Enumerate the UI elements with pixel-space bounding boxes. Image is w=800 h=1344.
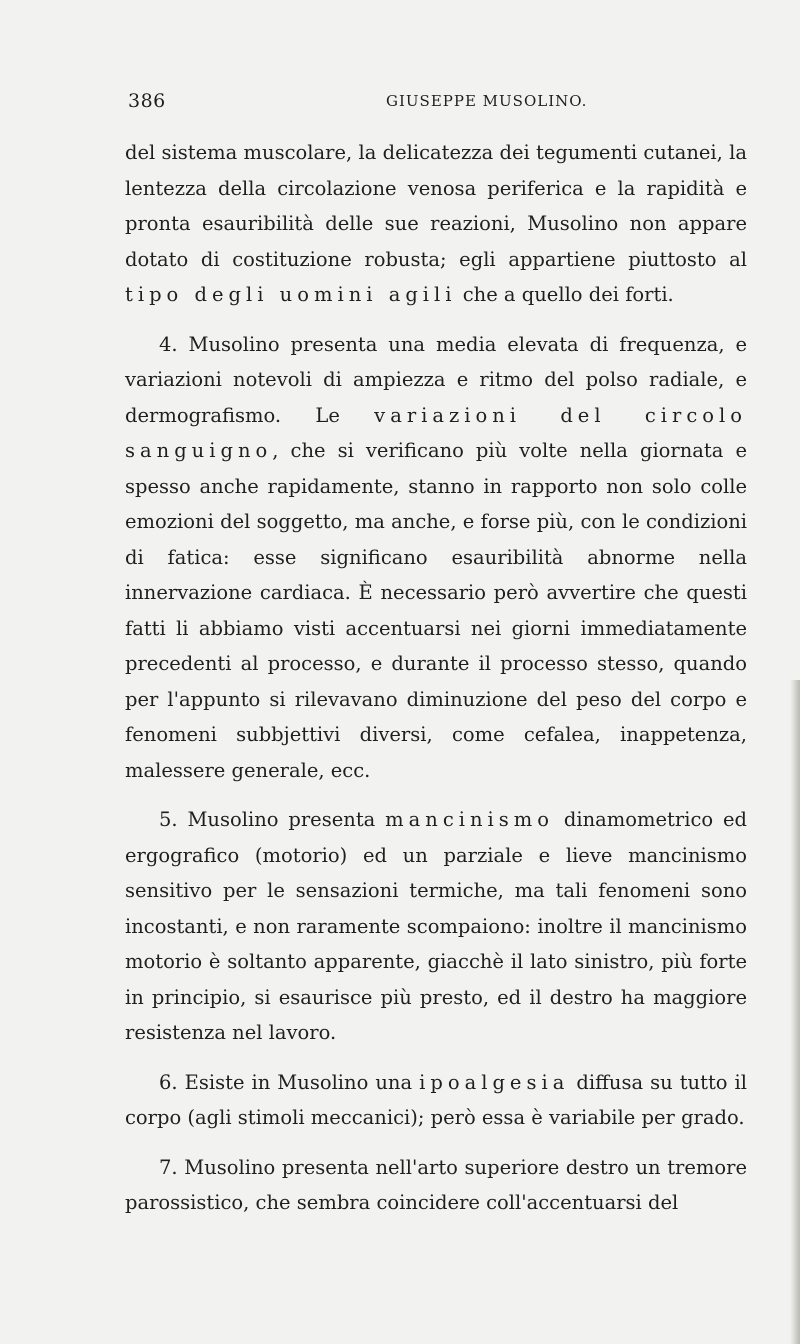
text-run: 5. Musolino presenta <box>159 808 386 831</box>
spaced-emphasis: mancinismo <box>385 808 555 831</box>
text-run: 7. Musolino presenta nell'arto superiore destro un tremore parossistico, che sembra coincidere coll'accentuarsi del <box>125 1155 747 1214</box>
spaced-emphasis: tipo degli uomini agili <box>125 283 457 306</box>
text-run: 4. Musolino presenta una media elevata di frequenza, e variazioni notevoli di ampiezza e ritmo del polso radiale, e dermografismo. Le <box>125 332 747 427</box>
paragraph-7 <box>125 1150 747 1221</box>
paragraph-6 <box>125 1065 747 1136</box>
text-run: del sistema muscolare, la delicatezza dei tegumenti cutanei, la lentezza della circolazione venosa periferica e la rapidità e pronta esauribilità delle sue reazioni, Musolino non appare dotato di costituzione robusta; egli appartiene piuttosto al <box>125 141 747 271</box>
spaced-emphasis: variazioni del circolo sanguigno <box>125 403 747 462</box>
page-edge-shadow <box>790 680 800 1344</box>
paragraph-continuation <box>125 135 747 313</box>
text-run: , che si verificano più volte nella giornata e spesso anche rapidamente, stanno in rapporto non solo colle emozioni del soggetto, ma anche, e forse più, con le condizioni di fatica: esse significano esauribilità abnorme nella innervazione cardiaca. È necessario però avvertire che questi fatti li abbiamo visti accentuarsi nei giorni immediatamente precedenti al processo, e durante il processo stesso, quando per l'appunto si rilevavano diminuzione del peso del corpo e fenomeni subbjettivi diversi, come cefalea, inappetenza, malessere generale, ecc. <box>125 439 747 782</box>
page-header <box>128 90 748 120</box>
text-run: 6. Esiste in Musolino una <box>159 1070 420 1094</box>
text-run: dinamometrico ed ergografico (motorio) ed un parziale e lieve mancinismo sensitivo per le sensazioni termiche, ma tali fenomeni sono incostanti, e non raramente scompaiono: inoltre il mancinismo motorio è soltanto apparente, giacchè il lato sinistro, più forte in principio, si esaurisce più presto, ed il destro ha maggiore resistenza nel lavoro. <box>125 808 747 1044</box>
text-run: che a quello dei forti. <box>456 283 674 306</box>
spaced-emphasis: ipoalgesia <box>419 1070 570 1094</box>
body-text <box>125 135 747 1235</box>
text-run: diffusa su tutto il corpo (agli stimoli meccanici); però essa è variabile per grado. <box>125 1070 748 1129</box>
paragraph-5 <box>125 802 747 1051</box>
page-number: 386 <box>128 90 166 112</box>
paragraph-4 <box>125 327 747 789</box>
running-title: GIUSEPPE MUSOLINO. <box>386 92 588 110</box>
